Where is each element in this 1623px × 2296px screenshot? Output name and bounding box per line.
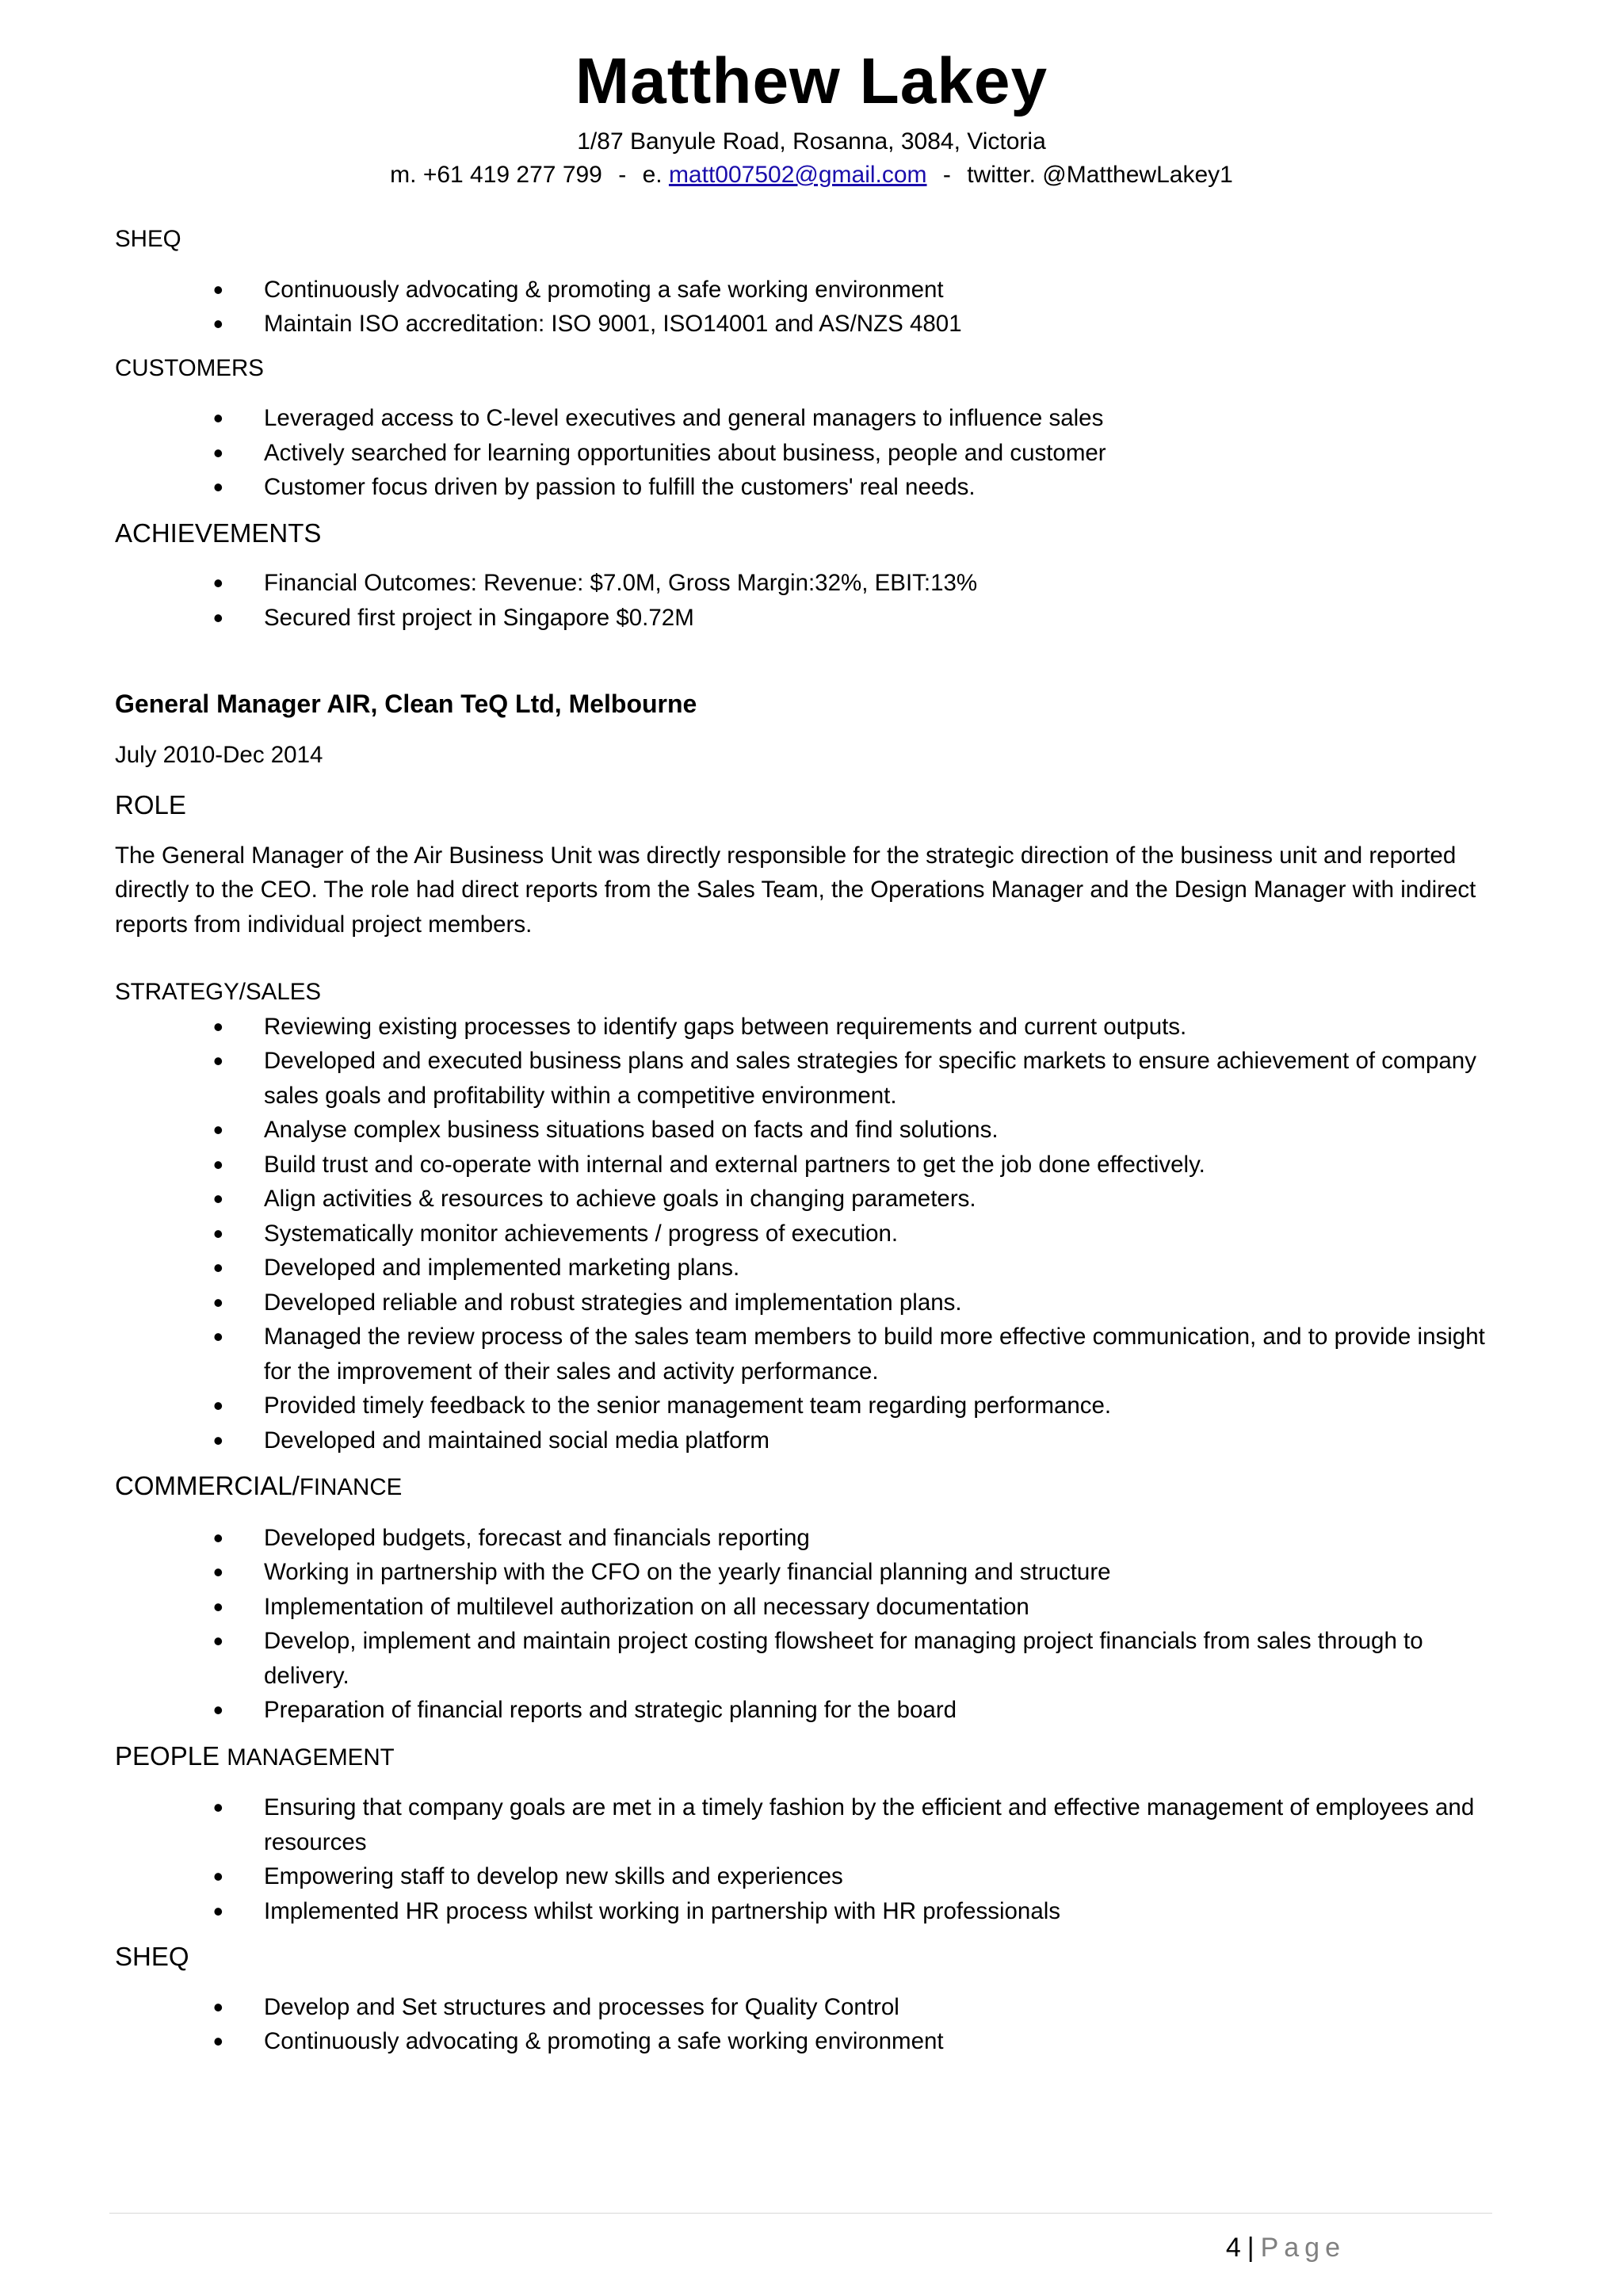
resume-header xyxy=(0,38,1623,192)
separator: - xyxy=(942,162,951,188)
list-item: • Developed and executed business plans and sales strategies for specific markets to ensure achievement of company sales goals and profitability within a competitive environment. xyxy=(264,1044,1510,1113)
list-item: • Developed and maintained social media platform xyxy=(264,1423,1510,1458)
address: 1/87 Banyule Road, Rosanna, 3084, Victoria xyxy=(577,128,1046,155)
list-item: • Secured first project in Singapore $0.72M xyxy=(264,601,1510,636)
list-item: • Align activities & resources to achieve goals in changing parameters. xyxy=(264,1182,1510,1217)
footer-divider xyxy=(109,2213,1492,2214)
commercial-finance-list xyxy=(115,1521,1510,1728)
section-heading-sheq: SHEQ xyxy=(115,226,181,252)
section-heading-people-management xyxy=(115,1739,1510,1775)
section-heading-role: ROLE xyxy=(115,790,186,819)
heading-sub: MANAGEMENT xyxy=(227,1744,395,1771)
job-dates: July 2010-Dec 2014 xyxy=(115,741,323,768)
list-item: • Developed reliable and robust strategies and implementation plans. xyxy=(264,1286,1510,1320)
heading-main: COMMERCIAL/ xyxy=(115,1471,300,1500)
list-item: • Continuously advocating & promoting a safe working environment xyxy=(264,2024,1510,2059)
list-item: • Developed and implemented marketing plans. xyxy=(264,1251,1510,1286)
achievements-list xyxy=(115,566,1510,635)
resume-body xyxy=(115,222,1510,2059)
list-item: • Financial Outcomes: Revenue: $7.0M, Gross Margin:32%, EBIT:13% xyxy=(264,566,1510,601)
list-item: • Continuously advocating & promoting a safe working environment xyxy=(264,273,1510,308)
list-item: • Build trust and co-operate with internal and external partners to get the job done effectively. xyxy=(264,1148,1510,1182)
email-link[interactable]: matt007502@gmail.com xyxy=(668,162,927,188)
page-footer xyxy=(1226,2229,1346,2267)
section-heading-customers: CUSTOMERS xyxy=(115,354,264,381)
list-item: • Maintain ISO accreditation: ISO 9001, ISO14001 and AS/NZS 4801 xyxy=(264,307,1510,342)
customers-list xyxy=(115,401,1510,505)
list-item: • Ensuring that company goals are met in a timely fashion by the efficient and effective management of employees and resources xyxy=(264,1790,1510,1859)
list-item: • Analyse complex business situations based on facts and find solutions. xyxy=(264,1113,1510,1148)
people-management-list xyxy=(115,1790,1510,1928)
list-item: • Provided timely feedback to the senior management team regarding performance. xyxy=(264,1389,1510,1423)
heading-sub: FINANCE xyxy=(299,1474,403,1500)
contact-line xyxy=(0,159,1623,192)
section-heading-strategy-sales: STRATEGY/SALES xyxy=(115,979,322,1005)
list-item: • Working in partnership with the CFO on the yearly financial planning and structure xyxy=(264,1555,1510,1590)
sheq-list xyxy=(115,1990,1510,2059)
page-label: Page xyxy=(1260,2233,1346,2263)
list-item: • Systematically monitor achievements / progress of execution. xyxy=(264,1217,1510,1251)
list-item: • Leveraged access to C-level executives and general managers to influence sales xyxy=(264,401,1510,436)
twitter-handle: twitter. @MatthewLakey1 xyxy=(967,162,1233,188)
list-item: • Developed budgets, forecast and financials reporting xyxy=(264,1521,1510,1556)
strategy-sales-list xyxy=(115,1010,1510,1458)
list-item: • Customer focus driven by passion to fulfill the customers' real needs. xyxy=(264,470,1510,505)
role-description: The General Manager of the Air Business Unit was directly responsible for the strategic direction of the business unit and reported directly to the CEO. The role had direct reports from the Sales Team, the Operations Manager and the Design Manager with indirect reports from individual project members. xyxy=(115,842,1476,938)
list-item: • Empowering staff to develop new skills and experiences xyxy=(264,1859,1510,1894)
list-item: • Preparation of financial reports and strategic planning for the board xyxy=(264,1693,1510,1728)
list-item: • Develop and Set structures and processes for Quality Control xyxy=(264,1990,1510,2025)
list-item: • Actively searched for learning opportunities about business, people and customer xyxy=(264,436,1510,471)
heading-main: PEOPLE xyxy=(115,1740,227,1771)
sheq-list xyxy=(115,273,1510,342)
list-item: • Implementation of multilevel authorization on all necessary documentation xyxy=(264,1590,1510,1625)
section-heading-achievements: ACHIEVEMENTS xyxy=(115,518,322,548)
separator: - xyxy=(618,162,627,188)
page-number: 4 xyxy=(1225,2233,1241,2263)
list-item: • Managed the review process of the sales team members to build more effective communication, and to provide insight for the improvement of their sales and activity performance. xyxy=(264,1320,1510,1389)
job-title: General Manager AIR, Clean TeQ Ltd, Melbourne xyxy=(115,690,697,718)
list-item: • Reviewing existing processes to identify gaps between requirements and current outputs. xyxy=(264,1010,1510,1045)
list-item: • Develop, implement and maintain project costing flowsheet for managing project financials from sales through to delivery. xyxy=(264,1624,1510,1693)
candidate-name: Matthew Lakey xyxy=(575,45,1048,117)
list-item: • Implemented HR process whilst working in partnership with HR professionals xyxy=(264,1894,1510,1929)
phone: m. +61 419 277 799 xyxy=(390,162,602,188)
footer-separator: | xyxy=(1247,2233,1254,2263)
section-heading-sheq: SHEQ xyxy=(115,1942,189,1971)
section-heading-commercial-finance xyxy=(115,1469,1510,1505)
email-prefix: e. xyxy=(642,162,663,188)
